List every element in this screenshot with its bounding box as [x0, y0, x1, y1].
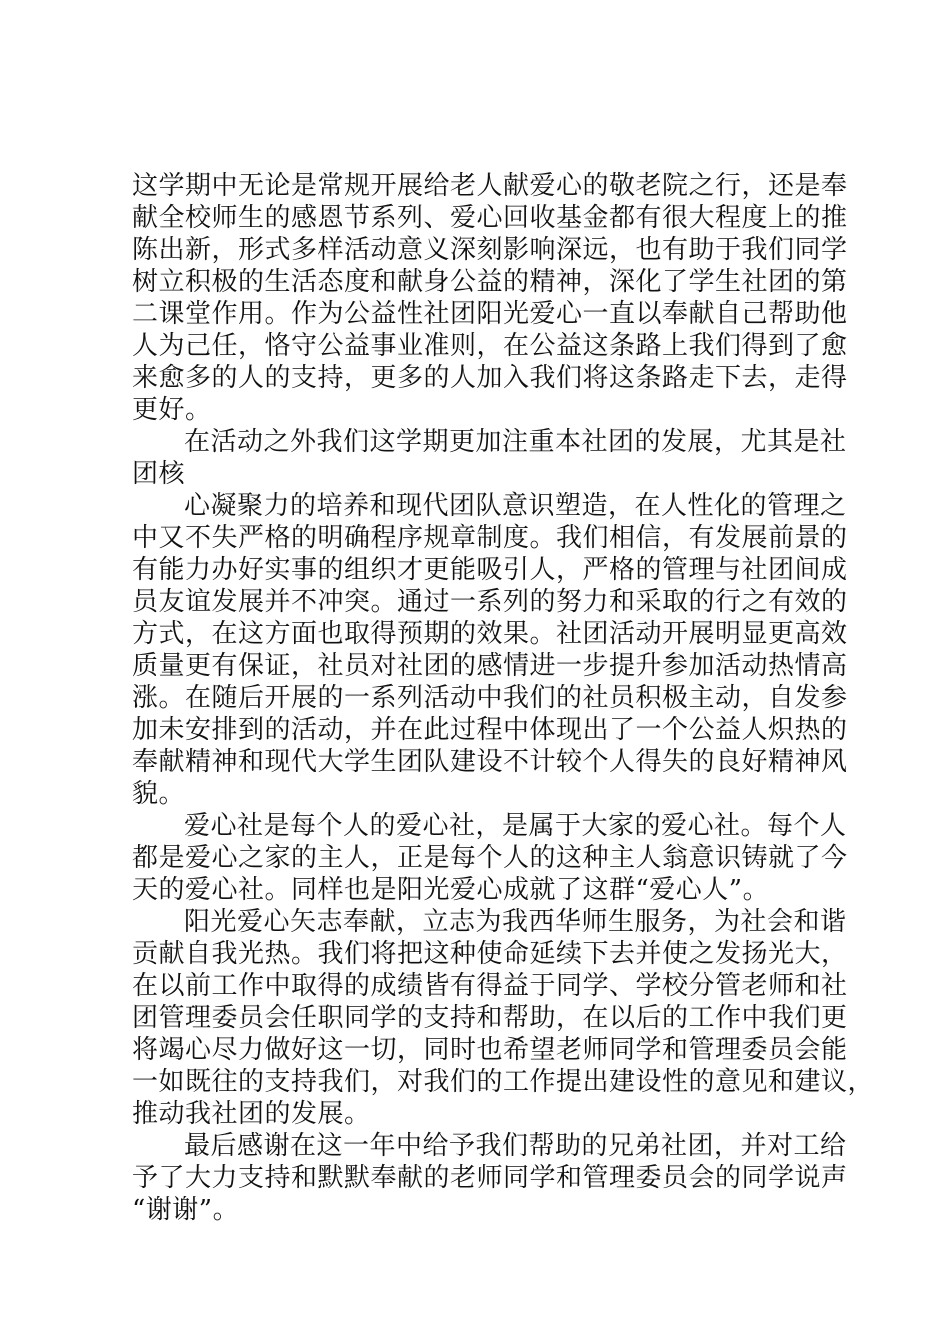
text-line: 有能力办好实事的组织才更能吸引人，严格的管理与社团间成 [132, 555, 848, 585]
text-line: 爱心社是每个人的爱心社，是属于大家的爱心社。每个人 [184, 811, 847, 841]
text-line: 天的爱心社。同样也是阳光爱心成就了这群“爱心人”。 [132, 875, 770, 905]
text-line: 中又不失严格的明确程序规章制度。我们相信，有发展前景的 [132, 523, 848, 553]
text-line: 都是爱心之家的主人，正是每个人的这种主人翁意识铸就了今 [132, 843, 848, 873]
text-line: 貌。 [132, 779, 186, 809]
paragraph-1 [132, 170, 848, 426]
text-line: 涨。在随后开展的一系列活动中我们的社员积极主动，自发参 [132, 683, 848, 713]
text-line: 人为己任，恪守公益事业准则，在公益这条路上我们得到了愈 [132, 331, 848, 361]
text-line: 贡献自我光热。我们将把这种使命延续下去并使之发扬光大， [132, 939, 848, 969]
text-line: 一如既往的支持我们，对我们的工作提出建设性的意见和建议， [132, 1067, 875, 1097]
text-line: “谢谢”。 [132, 1195, 240, 1225]
text-line: 最后感谢在这一年中给予我们帮助的兄弟社团，并对工给 [184, 1131, 847, 1161]
text-line: 二课堂作用。作为公益性社团阳光爱心一直以奉献自己帮助他 [132, 299, 848, 329]
text-line: 加未安排到的活动，并在此过程中体现出了一个公益人炽热的 [132, 715, 848, 745]
text-line: 更好。 [132, 395, 212, 425]
text-line: 来愈多的人的支持，更多的人加入我们将这条路走下去，走得 [132, 363, 848, 393]
paragraph-3 [132, 490, 848, 810]
paragraph-6 [132, 1130, 848, 1226]
text-line: 质量更有保证，社员对社团的感情进一步提升参加活动热情高 [132, 651, 848, 681]
document-body [132, 170, 875, 1226]
text-line: 心凝聚力的培养和现代团队意识塑造，在人性化的管理之 [184, 491, 847, 521]
text-line: 奉献精神和现代大学生团队建设不计较个人得失的良好精神风 [132, 747, 848, 777]
text-line: 树立积极的生活态度和献身公益的精神，深化了学生社团的第 [132, 267, 848, 297]
text-line: 这学期中无论是常规开展给老人献爱心的敬老院之行，还是奉 [132, 171, 848, 201]
text-line: 在活动之外我们这学期更加注重本社团的发展，尤其是社 [184, 427, 847, 457]
text-line: 献全校师生的感恩节系列、爱心回收基金都有很大程度上的推 [132, 203, 848, 233]
text-line: 员友谊发展并不冲突。通过一系列的努力和采取的行之有效的 [132, 587, 848, 617]
text-line: 阳光爱心矢志奉献，立志为我西华师生服务，为社会和谐 [184, 907, 847, 937]
text-line: 将竭心尽力做好这一切，同时也希望老师同学和管理委员会能 [132, 1035, 848, 1065]
text-line: 团管理委员会任职同学的支持和帮助，在以后的工作中我们更 [132, 1003, 848, 1033]
paragraph-2 [132, 426, 847, 490]
text-line: 推动我社团的发展。 [132, 1099, 371, 1129]
text-line: 方式，在这方面也取得预期的效果。社团活动开展明显更高效 [132, 619, 848, 649]
text-line: 在以前工作中取得的成绩皆有得益于同学、学校分管老师和社 [132, 971, 848, 1001]
paragraph-5 [132, 906, 875, 1130]
text-line: 予了大力支持和默默奉献的老师同学和管理委员会的同学说声 [132, 1163, 848, 1193]
paragraph-4 [132, 810, 848, 906]
text-line: 团核 [132, 459, 186, 489]
text-line: 陈出新，形式多样活动意义深刻影响深远，也有助于我们同学 [132, 235, 848, 265]
